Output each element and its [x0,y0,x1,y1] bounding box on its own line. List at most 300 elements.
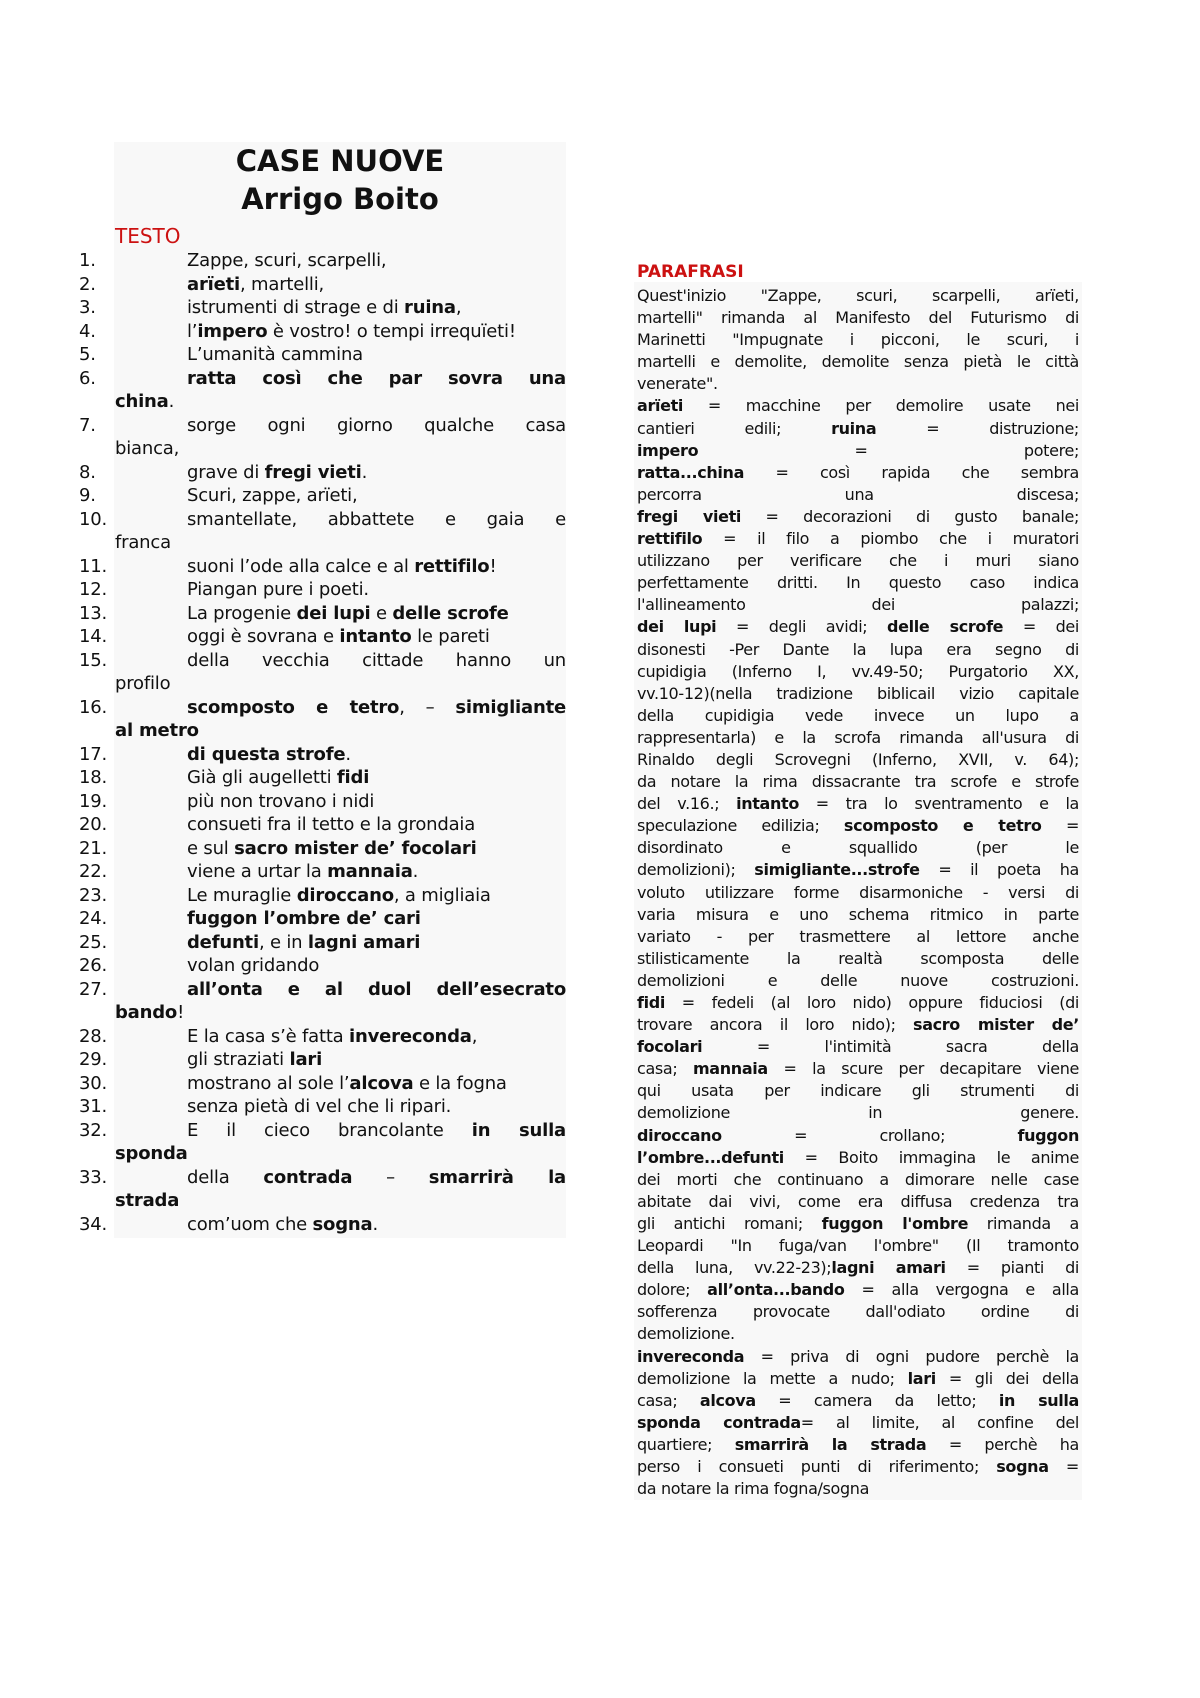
bold-term: focolari [637,1037,703,1057]
verse-text [115,390,566,414]
paraphrase-line [637,1390,1079,1412]
bold-term: fregi vieti [264,461,362,483]
bold-term: delle scrofe [887,617,1004,637]
text-run: consueti fra il tetto e la grondaia [187,814,476,835]
verse-text [187,978,566,1002]
bold-term: sacro mister de’ focolari [234,837,477,859]
verse-line [79,1142,566,1166]
verse-line [79,1025,566,1049]
verse-line [79,1072,566,1096]
verse-number: 31. [79,1096,108,1117]
verse-line [79,484,566,508]
verse-line [79,1001,566,1025]
verse-text [187,578,566,602]
text-run: = camera da letto; [755,1390,999,1410]
testo-heading: TESTO [115,224,181,248]
text-run: = così rapida che sembra [744,462,1079,482]
text-run: della vecchia cittade hanno un [187,649,566,671]
verse-line [79,273,566,297]
verse-text [115,719,566,743]
verse-text [187,343,566,367]
bold-term: in sulla [998,1390,1079,1410]
bold-term: diroccano [296,884,394,906]
bold-term: fidi [336,767,370,788]
verse-text [187,1213,566,1237]
text-run: – [352,1166,429,1188]
paraphrase-text [637,285,1079,1500]
paraphrase-line [637,661,1079,683]
paraphrase-line [637,1125,1079,1147]
paraphrase-line [637,1014,1079,1036]
bold-term: fregi vieti [637,506,742,526]
verse-number: 17. [79,743,108,765]
bold-term: smarrirà la strada [734,1434,927,1454]
bold-term: alcova [699,1390,756,1410]
verse-line [79,743,566,767]
verse-text [187,249,566,273]
text-run: stilisticamente la realtà scomposta delle [637,948,1079,968]
text-run: , [471,1025,478,1047]
text-run: = al limite, al confine del [800,1412,1079,1432]
verse-text [187,484,566,508]
text-run: grave di [187,461,265,483]
text-run: E la casa s’è fatta [187,1025,350,1047]
verse-number: 28. [79,1025,108,1047]
text-run: Rinaldo degli Scrovegni (Inferno, XVII, v. 64); [637,749,1079,769]
paraphrase-line [637,285,1079,307]
text-run: Le muraglie [187,884,297,906]
text-run: Quest'inizio "Zappe, scuri, scarpelli, arïeti, [637,286,1079,305]
verse-line [79,766,566,790]
verse-number: 15. [79,649,108,671]
verse-number: 10. [79,508,108,530]
text-run: = degli avidi; [716,617,888,637]
bold-term: ruina [404,297,456,318]
paraphrase-line [637,705,1079,727]
verse-number: 26. [79,955,108,976]
paraphrase-line [637,1191,1079,1213]
text-run: demolizione la mette a nudo; [637,1368,908,1388]
text-run: com’uom che [187,1213,313,1235]
verse-number: 19. [79,790,108,812]
text-run: franca [115,532,171,553]
verse-line [79,367,566,391]
paraphrase-line [637,970,1079,992]
verse-line [79,790,566,814]
verse-text [187,813,566,837]
bold-term: l’ombre...defunti [637,1147,784,1167]
text-run: casa; [637,1059,693,1079]
text-run: dolore; [637,1280,708,1300]
verse-number: 14. [79,626,108,647]
verse-line [79,1213,566,1237]
text-run: . [412,861,419,882]
bold-term: lagni amari [831,1258,946,1278]
verse-text [187,320,566,344]
text-run: vv.10-12)(nella tradizione biblicail vizio capitale [637,683,1079,703]
text-run: = decorazioni di gusto banale; [741,506,1079,526]
verse-line [79,931,566,955]
text-run: venerate". [637,374,718,394]
verse-text [115,1142,566,1166]
paraphrase-line [637,418,1079,440]
text-run: = tra lo sventramento e la [798,794,1079,814]
verse-text [115,672,566,696]
text-run: Leopardi "In fuga/van l'ombre" (Il tramonto [637,1236,1079,1256]
text-run: demolizione. [637,1324,735,1344]
text-run: qui usata per indicare gli strumenti di [637,1081,1079,1101]
text-run: = fedeli (al loro nido) oppure fiduciosi (di [664,993,1079,1012]
paraphrase-line [637,683,1079,705]
verse-line [79,672,566,696]
verse-line [79,860,566,884]
bold-term: china [115,391,169,412]
verse-text [187,625,566,649]
verse-number: 32. [79,1119,108,1141]
text-run: = la scure per decapitare viene [767,1059,1079,1079]
verse-number: 21. [79,837,108,859]
text-run: Scuri, zappe, arïeti, [187,485,358,506]
bold-term: defunti [187,931,259,953]
parafrasi-heading: PARAFRASI [637,262,744,282]
paraphrase-line [637,1257,1079,1279]
verse-line [79,719,566,743]
text-run: cantieri edili; [637,418,832,438]
text-run: viene a urtar la [187,861,328,882]
verse-line [79,343,566,367]
verse-text [187,367,566,391]
bold-term: arïeti [187,273,240,295]
paraphrase-line [637,1036,1079,1058]
text-run: da notare la rima dissacrante tra scrofe e strofe [637,772,1079,792]
verse-line [79,249,566,273]
text-run: demolizioni e delle nuove costruzioni. [637,970,1079,990]
bold-term: rettifilo [414,555,490,577]
verse-number: 7. [79,414,96,436]
verse-text [115,531,566,555]
text-run: perso i consueti punti di riferimento; [637,1456,997,1476]
verse-line [79,508,566,532]
bold-term: ratta così che par sovra una [187,367,566,389]
verse-line [79,954,566,978]
paraphrase-line [637,948,1079,970]
bold-term: all’onta e al duol dell’esecrato [187,978,566,1000]
text-run: . [168,391,175,412]
paraphrase-line [637,837,1079,859]
text-run: = il poeta ha [919,860,1079,880]
text-run: . [361,461,368,483]
verse-number: 13. [79,602,108,624]
verse-line [79,978,566,1002]
verse-text [187,884,566,908]
bold-term: mannaia [692,1059,768,1079]
text-run: bianca, [115,438,180,459]
bold-term: sogna [312,1213,373,1235]
verse-text [187,461,566,485]
paraphrase-line [637,639,1079,661]
text-run: profilo [115,673,171,694]
text-run: percorra una discesa; [637,484,1079,504]
paraphrase-line [637,1235,1079,1257]
verse-line [79,320,566,344]
text-run: della [187,1166,264,1188]
verse-line [79,884,566,908]
text-run: = pianti di [945,1258,1079,1278]
text-run: = [1041,816,1079,836]
text-run: dei morti che continuano a dimorare nelle case [637,1169,1079,1189]
verse-text [115,1189,566,1213]
text-run: speculazione edilizia; [637,816,844,836]
paraphrase-line [637,373,1079,395]
paraphrase-line [637,1080,1079,1102]
bold-term: sponda contrada [637,1412,801,1432]
verse-text [187,273,566,297]
text-run: della luna, vv.22-23); [637,1258,832,1278]
verse-line [79,414,566,438]
paraphrase-line [637,440,1079,462]
paraphrase-line [637,329,1079,351]
text-run: istrumenti di strage e di [187,297,405,318]
paraphrase-line [637,395,1079,417]
verse-line [79,1095,566,1119]
paraphrase-line [637,793,1079,815]
text-run: sorge ogni giorno qualche casa [187,414,566,436]
paraphrase-line [637,506,1079,528]
verse-line [79,907,566,931]
bold-term: fuggon l’ombre de’ cari [187,908,421,929]
bold-term: bando [115,1002,178,1023]
text-run: , a migliaia [393,884,491,906]
text-run: del v.16.; [637,794,737,814]
verse-line [79,602,566,626]
bold-term: lagni amari [307,931,421,953]
text-run: Piangan pure i poeti. [187,579,369,600]
text-run: = macchine per demolire usate nei [683,396,1079,416]
text-run: è vostro! o tempi irrequïeti! [267,320,516,342]
bold-term: arïeti [637,396,684,416]
paraphrase-line [637,1368,1079,1390]
text-run: Già gli augelletti [187,767,337,788]
bold-term: simigliante [455,696,566,718]
paraphrase-line [637,484,1079,506]
paraphrase-line [637,1412,1079,1434]
verse-number: 2. [79,273,96,295]
verse-text [187,1048,566,1072]
verse-line [79,1119,566,1143]
paraphrase-line [637,351,1079,373]
paraphrase-line [637,1169,1079,1191]
bold-term: intanto [339,626,412,647]
verse-line [79,531,566,555]
text-run: l'allineamento dei palazzi; [637,595,1079,615]
verse-line [79,837,566,861]
verse-text [187,743,566,767]
verse-text [187,1119,566,1143]
paraphrase-line [637,1279,1079,1301]
text-run: La progenie [187,602,297,624]
text-run: ! [489,555,497,577]
bold-term: impero [637,440,699,460]
text-run: disordinato e squallido (per le [637,838,1079,858]
text-run: = Boito immagina le anime [783,1147,1079,1167]
bold-term: mannaia [327,861,413,882]
text-run: = [1048,1456,1079,1476]
verse-number: 22. [79,861,108,882]
bold-term: intanto [736,794,799,814]
text-run: = gli dei della [935,1368,1079,1388]
paraphrase-line [637,904,1079,926]
bold-term: lari [907,1368,936,1388]
text-run: gli antichi romani; [637,1213,822,1233]
paraphrase-line [637,882,1079,904]
verse-number: 24. [79,908,108,929]
verse-number: 4. [79,320,96,342]
paraphrase-line [637,528,1079,550]
verse-text [115,1001,566,1025]
verse-number: 3. [79,297,96,318]
verse-number: 29. [79,1049,108,1070]
verse-number: 30. [79,1072,108,1094]
bold-term: strada [115,1190,180,1211]
text-run: oggi è sovrana e [187,626,340,647]
bold-term: scomposto e tetro [187,696,400,718]
text-run: e la fogna [413,1072,507,1094]
text-run: , [455,297,462,318]
text-run: , e in [258,931,308,953]
text-run: trovare ancora il loro nido); [637,1015,914,1035]
bold-term: di questa strofe [187,743,346,765]
bold-term: impero [197,320,268,342]
text-run: mostrano al sole l’ [187,1072,350,1094]
verse-number: 27. [79,978,108,1000]
text-run: quartiere; [637,1434,735,1454]
verse-number: 8. [79,461,96,483]
bold-term: al metro [115,720,199,741]
text-run: demolizioni); [637,860,755,880]
text-run: = priva di ogni pudore perchè la [744,1346,1079,1366]
text-run: rimanda a [968,1213,1079,1233]
paraphrase-line [637,859,1079,881]
verse-text [115,437,566,461]
verse-line [79,649,566,673]
verse-line [79,1166,566,1190]
verse-text [187,931,566,955]
text-run: = dei [1003,617,1079,637]
verse-text [187,296,566,320]
verse-text [187,766,566,790]
bold-term: dei lupi [637,617,717,637]
verse-text [187,508,566,532]
verse-text [187,1072,566,1096]
text-run: da notare la rima fogna/sogna [637,1479,870,1499]
page-title: CASE NUOVE [235,144,445,178]
paraphrase-line [637,1434,1079,1456]
text-run: volan gridando [187,955,320,976]
text-run: . [372,1213,379,1235]
text-run: L’umanità cammina [187,344,363,365]
text-run: E il cieco brancolante [187,1119,472,1141]
bold-term: delle scrofe [392,602,509,624]
bold-term: simigliante...strofe [754,860,920,880]
text-run: e [370,602,393,624]
verse-text [187,1025,566,1049]
bold-term: scomposto e tetro [843,816,1042,836]
text-run: più non trovano i nidi [187,790,375,812]
text-run: disonesti -Per Dante la lupa era segno di [637,639,1079,659]
bold-term: diroccano [637,1125,722,1145]
text-run: martelli e demolite, demolite senza pietà le città [637,352,1079,372]
verse-number: 23. [79,884,108,906]
verse-number: 9. [79,485,96,506]
author-name: Arrigo Boito [241,182,439,216]
text-run: , – [399,696,456,718]
text-run: suoni l’ode alla calce e al [187,555,415,577]
paraphrase-line [637,1301,1079,1323]
text-run: le pareti [411,626,490,647]
text-run: = crollano; [721,1125,1018,1145]
text-run: martelli" rimanda al Manifesto del Futurismo di [637,308,1079,328]
paraphrase-line [637,307,1079,329]
bold-term: ruina [831,418,877,438]
text-run: voluto utilizzare forme disarmoniche - versi di [637,882,1079,902]
text-run: utilizzano per verificare che i muri siano [637,551,1079,571]
paraphrase-line [637,749,1079,771]
text-run: cupidigia (Inferno I, vv.49-50; Purgatorio XX, [637,661,1079,681]
verse-text [187,860,566,884]
verse-number: 16. [79,696,108,718]
paraphrase-line [637,1058,1079,1080]
paraphrase-line [637,572,1079,594]
poem-verses [79,249,566,1236]
bold-term: lari [289,1049,323,1070]
verse-text [187,414,566,438]
verse-line [79,1189,566,1213]
text-run: demolizione in genere. [637,1103,1079,1123]
paraphrase-line [637,926,1079,948]
verse-text [187,790,566,814]
verse-number: 25. [79,931,108,953]
paraphrase-line [637,1102,1079,1124]
text-run: sofferenza provocate dall'odiato ordine di [637,1302,1079,1322]
text-run: . [345,743,351,765]
text-run: Marinetti "Impugnate i picconi, le scuri, i [637,330,1079,350]
paraphrase-line [637,594,1079,616]
verse-number: 12. [79,579,108,600]
verse-line [79,1048,566,1072]
bold-term: all’onta...bando [707,1280,845,1300]
verse-line [79,813,566,837]
bold-term: fuggon [1017,1125,1079,1145]
paraphrase-line [637,462,1079,484]
verse-line [79,296,566,320]
text-run: = alla vergogna e alla [844,1280,1079,1300]
verse-text [187,907,566,931]
verse-number: 34. [79,1213,108,1235]
paraphrase-line [637,992,1079,1014]
paraphrase-line [637,1213,1079,1235]
paraphrase-line [637,1478,1079,1500]
verse-number: 33. [79,1166,108,1188]
verse-line [79,390,566,414]
verse-text [187,696,566,720]
bold-term: invereconda [349,1025,472,1047]
text-run: abitate dai vivi, come era diffusa credenza tra [637,1191,1079,1211]
text-run: Zappe, scuri, scarpelli, [187,250,387,271]
text-run: della cupidigia vede invece un lupo a [637,705,1079,725]
text-run: casa; [637,1390,700,1410]
verse-text [187,602,566,626]
paraphrase-line [637,771,1079,793]
